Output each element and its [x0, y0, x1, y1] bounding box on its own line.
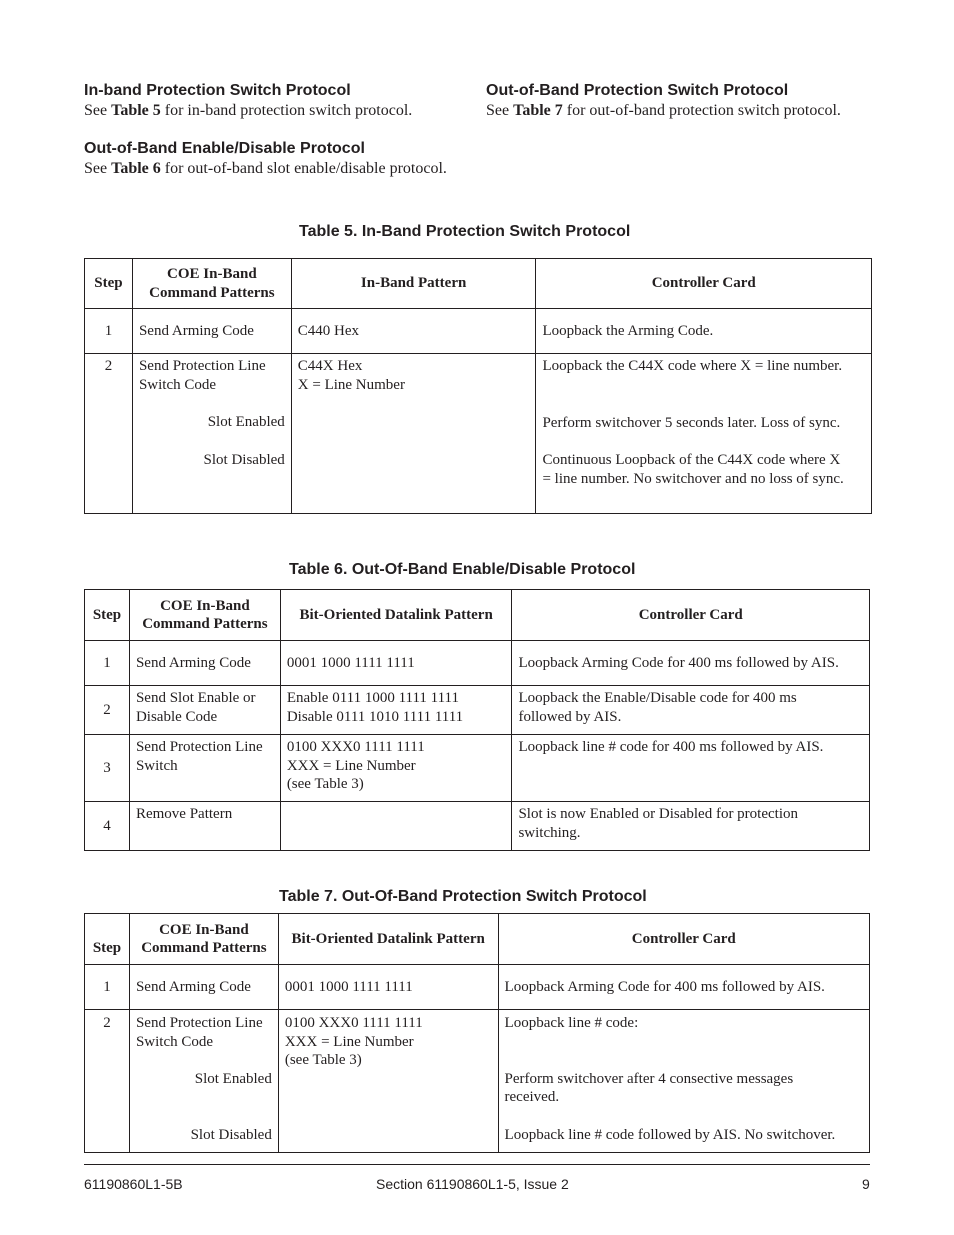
header-text: Command Patterns	[142, 616, 268, 632]
section-text	[84, 159, 454, 179]
cell-pattern	[280, 802, 512, 851]
cell-text: Disable 0111 1010 1111 1111	[286, 708, 464, 725]
cell-coe: Send Arming Code	[132, 309, 291, 354]
cell-card	[498, 1010, 869, 1153]
header-step: Step	[85, 590, 130, 641]
footer-section: Section 61190860L1-5, Issue 2	[376, 1176, 569, 1192]
table-row	[85, 1010, 870, 1153]
header-step: Step	[85, 914, 130, 965]
cell-card	[512, 686, 870, 735]
table-row	[85, 641, 870, 686]
cell-text: Continuous Loopback of the C44X code where X	[542, 452, 841, 468]
cell-pattern: C440 Hex	[291, 309, 536, 354]
cell-card: Loopback the Arming Code.	[536, 309, 872, 354]
cell-coe: Send Arming Code	[129, 965, 278, 1010]
section-text	[486, 101, 846, 121]
table5-caption: Table 5. In-Band Protection Switch Protocol	[299, 223, 631, 240]
cell-step: 2	[85, 1010, 130, 1153]
cell-text: Send Protection Line	[138, 358, 266, 374]
table7	[84, 913, 870, 1153]
table-row	[85, 686, 870, 735]
cell-text: Disable Code	[135, 708, 218, 725]
cell-text: Loopback line # code:	[504, 1015, 639, 1031]
cell-coe	[129, 1010, 278, 1153]
cell-text: = line number. No switchover and no loss of sync.	[542, 470, 844, 487]
cell-text: 0100 XXX0 1111 1111	[286, 739, 425, 755]
table6	[84, 589, 870, 851]
header-pattern: In-Band Pattern	[291, 259, 536, 309]
header-card: Controller Card	[498, 914, 869, 965]
cell-coe	[132, 354, 291, 514]
footer-page-number: 9	[862, 1176, 870, 1192]
header-coe	[129, 914, 278, 965]
cell-step: 1	[85, 641, 130, 686]
sub-label-slot-disabled: Slot Disabled	[190, 1126, 272, 1143]
table5	[84, 258, 872, 514]
cell-text: C44X Hex	[297, 358, 363, 374]
header-text: COE In-Band	[167, 266, 257, 282]
cell-text: Switch	[135, 757, 178, 774]
text-segment: See	[486, 102, 514, 119]
cell-text: XXX = Line Number	[286, 757, 416, 774]
cell-text: Enable 0111 1000 1111 1111	[286, 690, 460, 706]
table-row	[85, 309, 872, 354]
text-segment: See	[84, 160, 112, 177]
header-pattern: Bit-Oriented Datalink Pattern	[278, 914, 498, 965]
section-heading: Out-of-Band Enable/Disable Protocol	[84, 140, 365, 157]
cell-card: Loopback Arming Code for 400 ms followed by AIS.	[512, 641, 870, 686]
cell-pattern: 0001 1000 1111 1111	[278, 965, 498, 1010]
footer-rule	[84, 1164, 870, 1165]
cell-text: Loopback the Enable/Disable code for 400 ms	[518, 690, 797, 706]
header-text: Command Patterns	[141, 940, 267, 956]
cell-card: Loopback line # code for 400 ms followed by AIS.	[512, 735, 870, 802]
cell-step: 1	[85, 309, 133, 354]
sub-label-slot-disabled: Slot Disabled	[203, 451, 285, 468]
header-step: Step	[85, 259, 133, 309]
cell-card	[536, 354, 872, 514]
section-text	[84, 101, 454, 121]
cell-text: Loopback the C44X code where X = line number.	[542, 358, 843, 374]
cell-text: Switch Code	[135, 1033, 214, 1050]
cell-text: Perform switchover 5 seconds later. Loss of sync.	[542, 414, 841, 431]
cell-step: 4	[85, 802, 130, 851]
cell-pattern: 0001 1000 1111 1111	[280, 641, 512, 686]
header-coe	[132, 259, 291, 309]
sub-label-slot-enabled: Slot Enabled	[194, 1071, 272, 1087]
section-heading: In-band Protection Switch Protocol	[84, 82, 351, 99]
cell-coe	[129, 686, 280, 735]
cell-step: 1	[85, 965, 130, 1010]
intro-left-2	[84, 139, 454, 179]
table-row	[85, 802, 870, 851]
cell-text: Perform switchover after 4 consective messages	[504, 1070, 794, 1087]
table-reference: Table 5	[111, 102, 161, 119]
sub-label-slot-enabled: Slot Enabled	[207, 414, 285, 430]
section-heading: Out-of-Band Protection Switch Protocol	[486, 82, 789, 99]
cell-step: 3	[85, 735, 130, 802]
table-row	[85, 735, 870, 802]
table-reference: Table 6	[111, 160, 161, 177]
table6-caption: Table 6. Out-Of-Band Enable/Disable Protocol	[289, 561, 636, 578]
text-segment: for out-of-band protection switch protocol.	[562, 102, 841, 119]
cell-text: X = Line Number	[297, 376, 405, 393]
intro-left-1	[84, 81, 454, 121]
cell-text: Slot is now Enabled or Disabled for protection	[518, 806, 798, 822]
header-card: Controller Card	[536, 259, 872, 309]
cell-text: (see Table 3)	[286, 776, 364, 792]
header-pattern: Bit-Oriented Datalink Pattern	[280, 590, 512, 641]
cell-pattern	[291, 354, 536, 514]
header-card: Controller Card	[512, 590, 870, 641]
cell-coe	[129, 735, 280, 802]
cell-pattern	[280, 686, 512, 735]
cell-text: Send Protection Line	[135, 1015, 263, 1031]
cell-text: Send Slot Enable or	[135, 690, 256, 706]
header-text: COE In-Band	[160, 597, 250, 614]
cell-text: Switch Code	[138, 376, 217, 393]
text-segment: for out-of-band slot enable/disable protocol.	[160, 160, 447, 177]
cell-coe: Send Arming Code	[129, 641, 280, 686]
cell-pattern	[280, 735, 512, 802]
cell-step: 2	[85, 686, 130, 735]
cell-card: Loopback Arming Code for 400 ms followed by AIS.	[498, 965, 869, 1010]
intro-right-1	[486, 81, 846, 121]
table-row	[85, 965, 870, 1010]
header-text: COE In-Band	[159, 921, 249, 938]
cell-text: (see Table 3)	[284, 1052, 362, 1068]
table7-caption: Table 7. Out-Of-Band Protection Switch Protocol	[279, 888, 647, 905]
text-segment: See	[84, 102, 112, 119]
cell-text: switching.	[518, 824, 581, 841]
table-header-row	[85, 259, 872, 309]
cell-text: 0100 XXX0 1111 1111	[284, 1015, 423, 1031]
cell-text: XXX = Line Number	[284, 1033, 414, 1050]
cell-text: received.	[504, 1089, 560, 1105]
cell-step: 2	[85, 354, 133, 514]
footer-doc-number: 61190860L1-5B	[84, 1176, 183, 1192]
header-text: Command Patterns	[149, 284, 275, 301]
cell-card	[512, 802, 870, 851]
text-segment: for in-band protection switch protocol.	[160, 102, 413, 119]
table-header-row	[85, 590, 870, 641]
cell-pattern	[278, 1010, 498, 1153]
table-reference: Table 7	[513, 102, 563, 119]
table-row	[85, 354, 872, 514]
table-header-row	[85, 914, 870, 965]
header-coe	[129, 590, 280, 641]
cell-coe: Remove Pattern	[129, 802, 280, 851]
cell-text: Send Protection Line	[135, 739, 263, 755]
cell-text: followed by AIS.	[518, 708, 622, 725]
cell-text: Loopback line # code followed by AIS. No switchover.	[504, 1126, 836, 1143]
